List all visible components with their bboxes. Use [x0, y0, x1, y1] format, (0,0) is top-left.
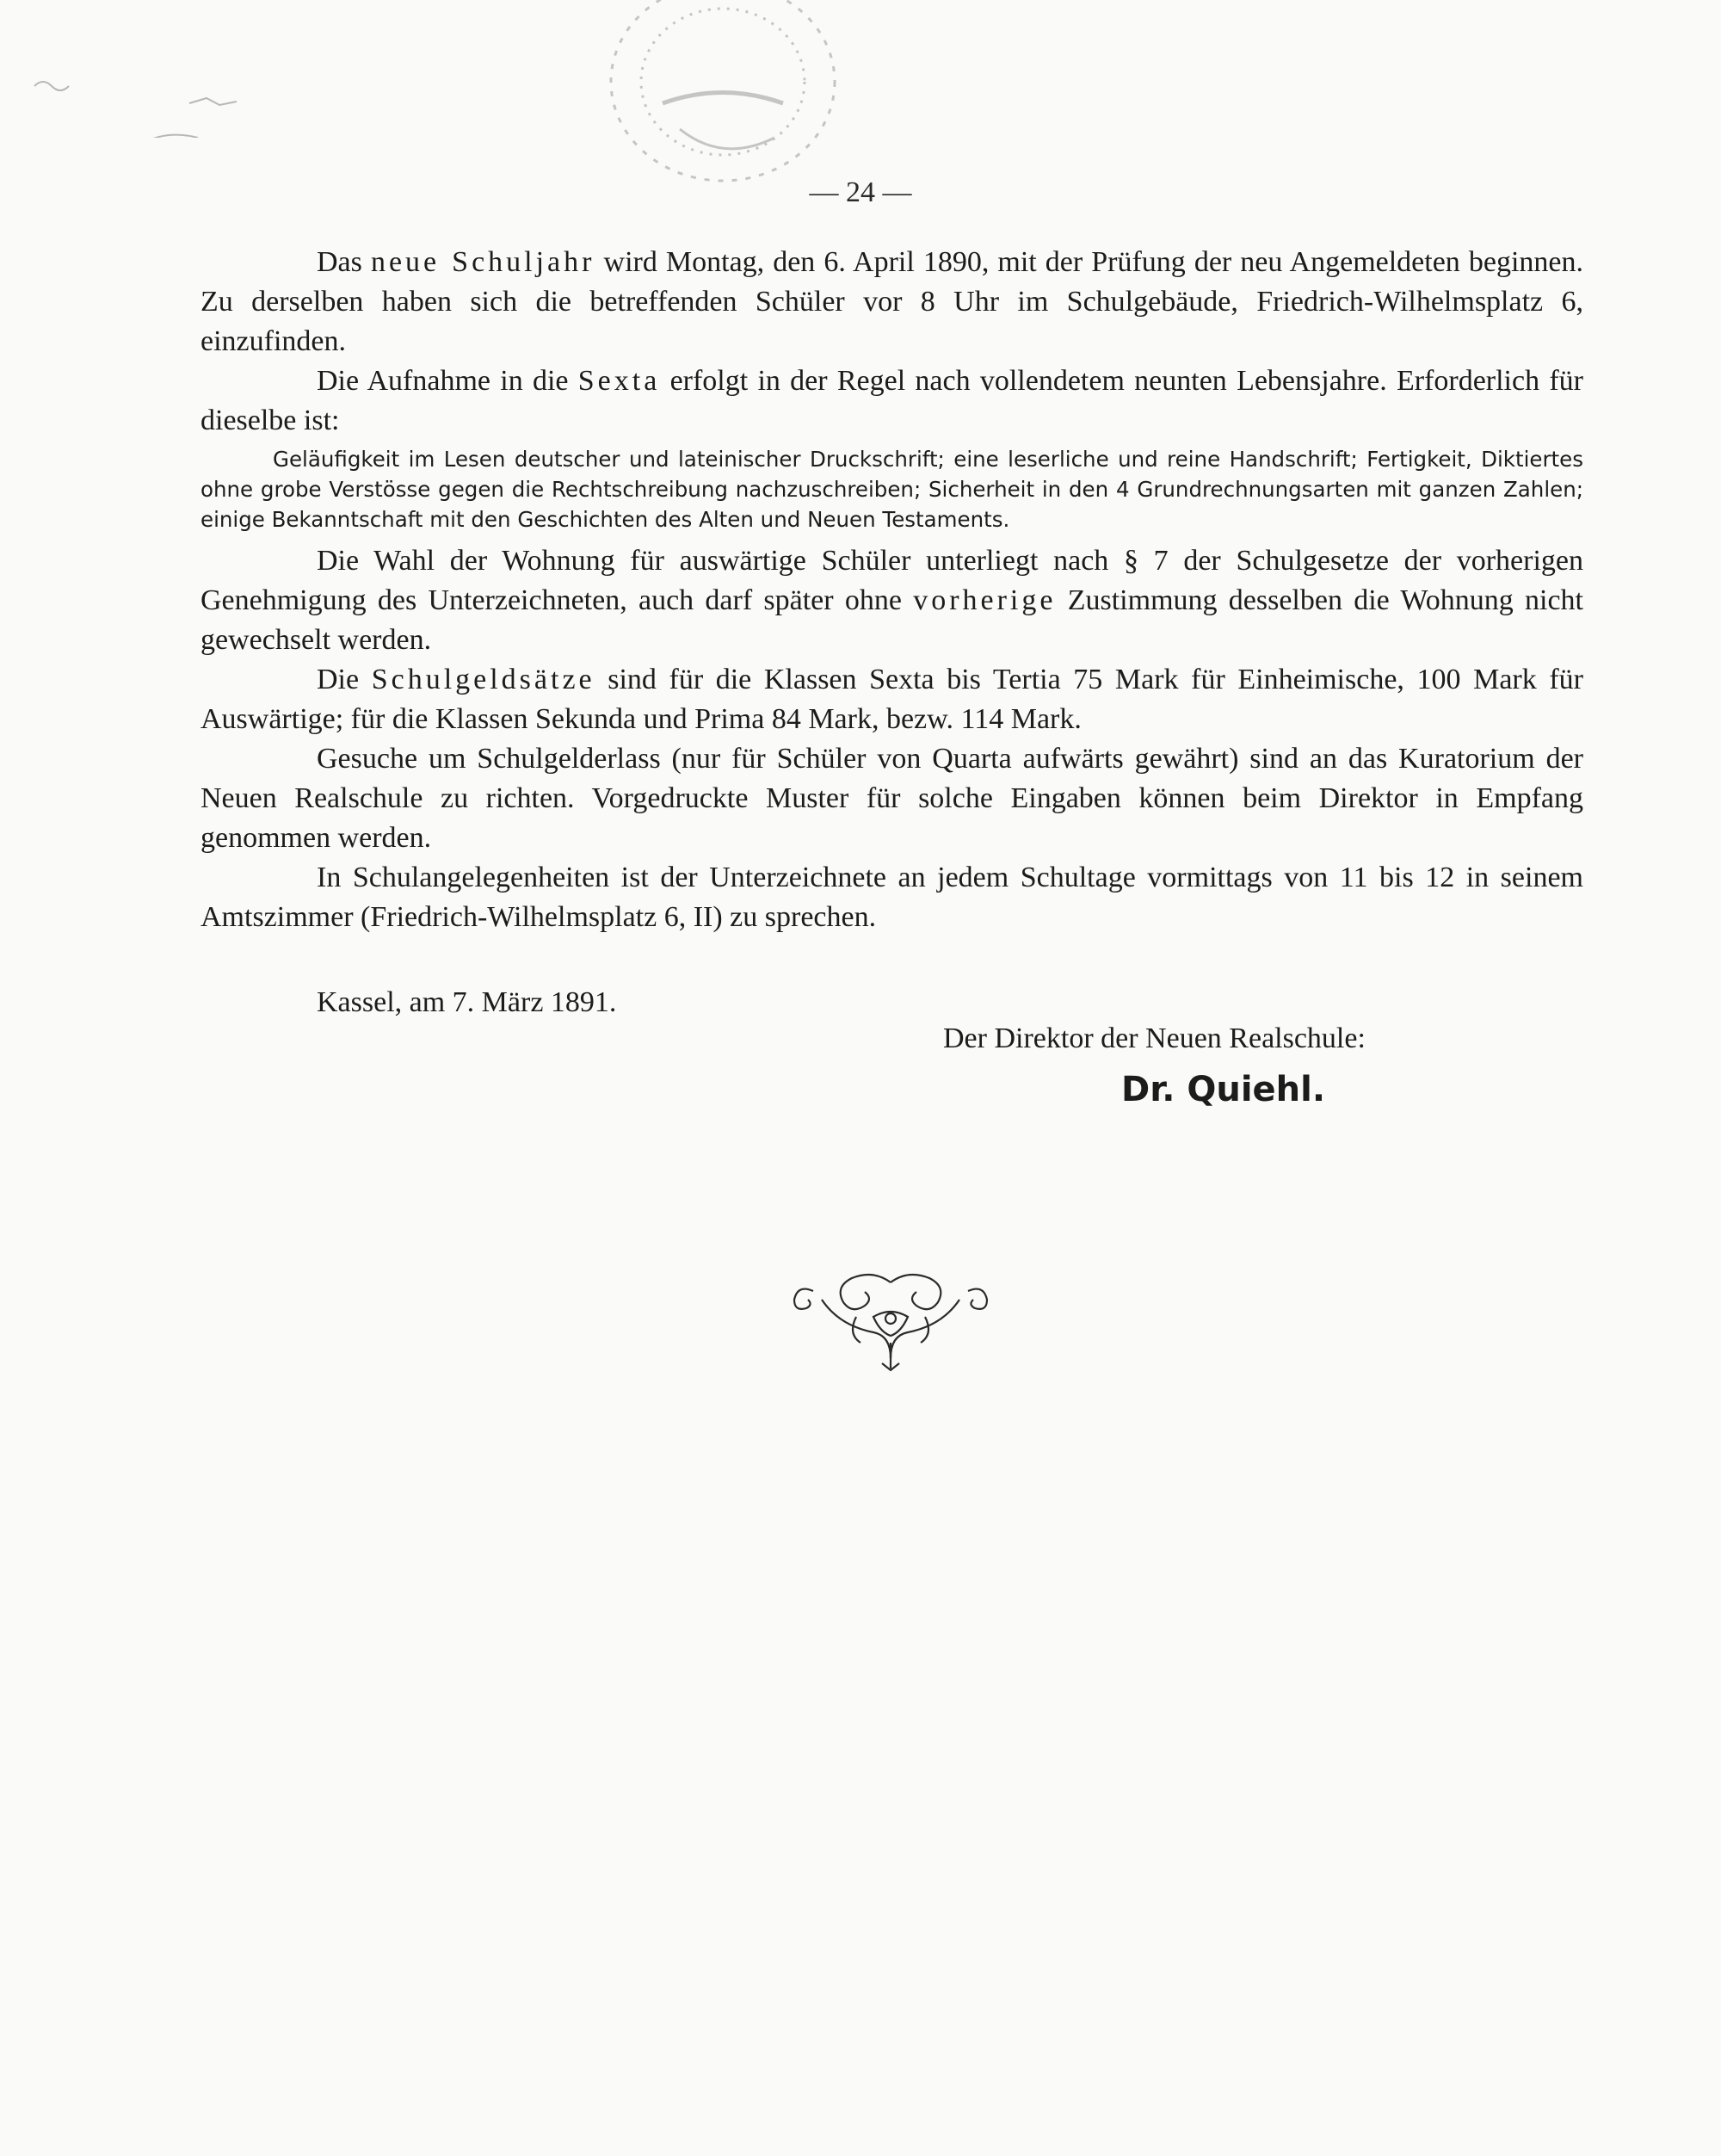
signature: Dr. Quiehl. [1121, 1070, 1326, 1109]
paragraph-new-school-year: Das neue Schuljahr wird Montag, den 6. April 1890, mit der Prüfung der neu Angemeldeten beginnen. Zu derselben haben sich die betreffenden Schüler vor 8 Uhr im Schulgebäude, Friedrich-Wilhelmsplatz 6, einzufinden. [200, 246, 1583, 357]
faint-corner-marks [17, 34, 310, 138]
place-and-date: Kassel, am 7. März 1891. [317, 986, 617, 1018]
paragraph-school-fees: Die Schulgeldsätze sind für die Klassen Sexta bis Tertia 75 Mark für Einheimische, 100 Mark für Auswärtige; für die Klassen Sekunda und Prima 84 Mark, bezw. 114 Mark. [200, 664, 1583, 735]
page-number: — 24 — [809, 176, 912, 208]
admission-requirements: Geläufigkeit im Lesen deutscher und lateinischer Druckschrift; eine leserliche und reine Handschrift; Fertigkeit, Diktiertes ohne grobe Verstösse gegen die Rechtschreibung nachzuschreiben; Sicherheit in den 4 Grundrechnungsarten mit ganzen Zahlen; einige Bekanntschaft mit den Geschichten des Alten und Neuen Testaments. [200, 447, 1583, 532]
director-title: Der Direktor der Neuen Realschule: [943, 1022, 1366, 1054]
document-body [200, 243, 1583, 937]
paragraph-office-hours: In Schulangelegenheiten ist der Unterzeichnete an jedem Schultage vormittags von 11 bis 12 in seinem Amtszimmer (Friedrich-Wilhelmsplatz 6, II) zu sprechen. [200, 862, 1583, 933]
paragraph-housing: Die Wahl der Wohnung für auswärtige Schüler unterliegt nach § 7 der Schulgesetze der vorherigen Genehmigung des Unterzeichneten, auch darf später ohne vorherige Zustimmung desselben die Wohnung nicht gewechselt werden. [200, 545, 1583, 656]
decorative-ornament [787, 1265, 994, 1377]
library-stamp [585, 0, 860, 185]
paragraph-fee-waiver: Gesuche um Schulgelderlass (nur für Schüler von Quarta aufwärts gewährt) sind an das Kuratorium der Neuen Realschule zu richten. Vorgedruckte Muster für solche Eingaben können beim Direktor in Empfang genommen werden. [200, 743, 1583, 854]
paragraph-admission: Die Aufnahme in die Sexta erfolgt in der Regel nach vollendetem neunten Lebensjahre. Erforderlich für dieselbe ist: [200, 365, 1584, 436]
